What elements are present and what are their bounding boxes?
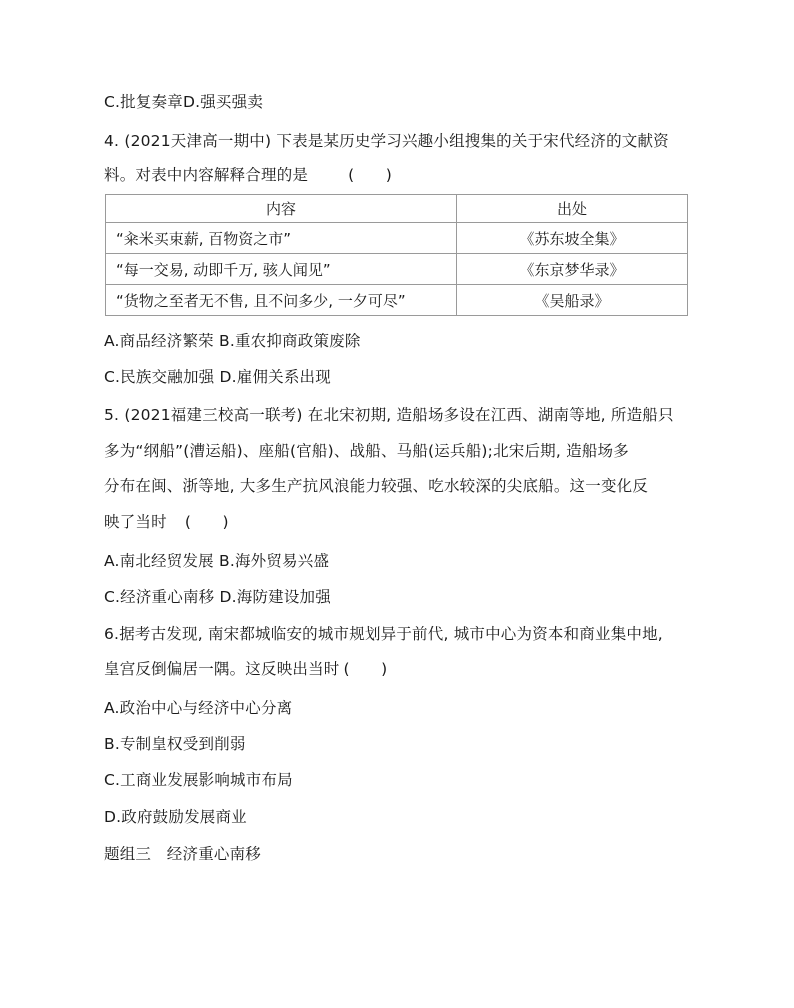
q5-options-ab: A.南北经贸发展 B.海外贸易兴盛 [104, 552, 330, 570]
q4-options-ab: A.商品经济繁荣 B.重农抑商政策废除 [104, 332, 361, 350]
q4-stem-text: 料。对表中内容解释合理的是 [104, 166, 309, 184]
q6-answer-paren: ( ) [343, 660, 388, 678]
q4-options-cd: C.民族交融加强 D.雇佣关系出现 [104, 368, 331, 386]
table-cell-content: “籴米买束薪, 百物资之市” [106, 223, 457, 254]
q5-stem-line-2: 多为“纲船”(漕运船)、座船(官船)、战船、马船(运兵船);北宋后期, 造船场多 [104, 442, 629, 460]
table-row [106, 223, 688, 254]
table-cell-content: “货物之至者无不售, 且不问多少, 一夕可尽” [106, 285, 457, 316]
q5-stem-line-1: 5. (2021福建三校高一联考) 在北宋初期, 造船场多设在江西、湖南等地, 所造船只 [104, 406, 674, 424]
q4-stem-line-1: 4. (2021天津高一期中) 下表是某历史学习兴趣小组搜集的关于宋代经济的文献资 [104, 132, 669, 150]
q4-stem-line-2 [104, 165, 394, 185]
table-header-content: 内容 [106, 195, 457, 223]
source-table [105, 194, 688, 316]
table-cell-source: 《苏东坡全集》 [457, 223, 688, 254]
q5-stem-line-3: 分布在闽、浙等地, 大多生产抗风浪能力较强、吃水较深的尖底船。这一变化反 [104, 477, 649, 495]
table-header-row [106, 195, 688, 223]
q6-stem-line-1: 6.据考古发现, 南宋都城临安的城市规划异于前代, 城市中心为资本和商业集中地, [104, 625, 663, 643]
q6-stem-line-2 [104, 659, 390, 679]
table-row [106, 254, 688, 285]
table-row [106, 285, 688, 316]
q3-options-cd: C.批复奏章D.强买强卖 [104, 93, 264, 111]
q5-answer-paren: ( ) [184, 513, 229, 531]
q4-answer-paren: ( ) [348, 166, 393, 184]
section-title: 题组三 经济重心南移 [104, 845, 262, 863]
q6-option-d: D.政府鼓励发展商业 [104, 808, 247, 826]
table-header-source: 出处 [457, 195, 688, 223]
table-cell-content: “每一交易, 动即千万, 骇人闻见” [106, 254, 457, 285]
q5-options-cd: C.经济重心南移 D.海防建设加强 [104, 588, 331, 606]
q5-stem-text: 映了当时 [104, 513, 167, 531]
q6-option-a: A.政治中心与经济中心分离 [104, 699, 293, 717]
q6-stem-text: 皇宫反倒偏居一隅。这反映出当时 [104, 660, 340, 678]
q6-option-c: C.工商业发展影响城市布局 [104, 771, 293, 789]
q6-option-b: B.专制皇权受到削弱 [104, 735, 246, 753]
table-cell-source: 《东京梦华录》 [457, 254, 688, 285]
table-cell-source: 《吴船录》 [457, 285, 688, 316]
q5-stem-line-4 [104, 512, 231, 532]
